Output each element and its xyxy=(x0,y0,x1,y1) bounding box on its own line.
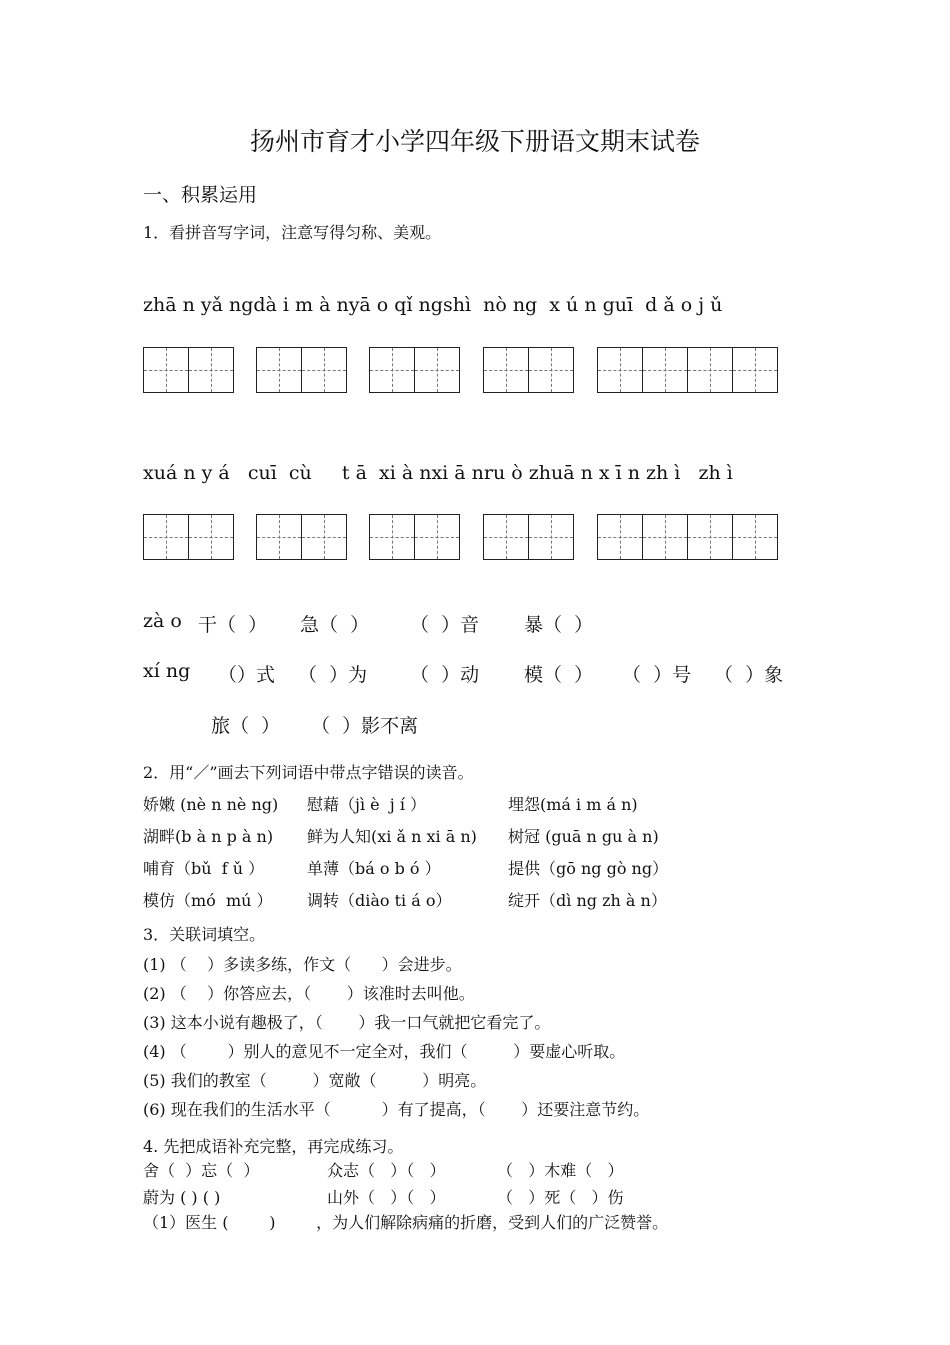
xing-blank[interactable]: （ ）为 xyxy=(298,664,368,686)
xing-blank[interactable]: （ ）号 xyxy=(622,664,692,686)
question-3-prompt: 3．关联词填空。 xyxy=(143,925,266,944)
idiom-item[interactable]: 众志（ ）（ ） xyxy=(327,1161,446,1180)
zao-blank[interactable]: 急（ ） xyxy=(300,614,370,636)
writing-grid-group[interactable] xyxy=(143,514,234,560)
writing-grid-group[interactable] xyxy=(369,514,460,560)
conjunction-item[interactable]: (2) （ ）你答应去，（ ）该准时去叫他。 xyxy=(143,984,475,1003)
writing-grid-group[interactable] xyxy=(256,347,347,393)
idiom-item[interactable]: （ ）死（ ）伤 xyxy=(497,1188,624,1207)
xing-blank[interactable]: 旅（ ） xyxy=(211,715,281,737)
xing-label: xí ng xyxy=(143,660,191,682)
writing-grid-group[interactable] xyxy=(256,514,347,560)
pinyin-line-2: xuá n y á cuī cù t ā xi à nxi ā nru ò zhuā n x ī n zh ì zh ì xyxy=(143,462,733,484)
reading-item[interactable]: 单薄（bá o b ó ） xyxy=(307,859,441,878)
xing-blank[interactable]: （ ）动 xyxy=(410,664,480,686)
xing-blank[interactable]: 模（ ） xyxy=(524,664,594,686)
conjunction-item[interactable]: (6) 现在我们的生活水平（ ）有了提高，（ ）还要注意节约。 xyxy=(143,1100,650,1119)
reading-item[interactable]: 模仿（mó mú ） xyxy=(143,891,273,910)
zao-blank[interactable]: 暴（ ） xyxy=(524,614,594,636)
conjunction-item[interactable]: (5) 我们的教室（ ）宽敞（ ）明亮。 xyxy=(143,1071,487,1090)
writing-grid-group[interactable] xyxy=(483,514,574,560)
zao-blank[interactable]: 干（ ） xyxy=(198,614,268,636)
zao-label: zà o xyxy=(143,610,182,632)
reading-item[interactable]: 鲜为人知(xi ǎ n xi ā n) xyxy=(307,827,477,846)
reading-item[interactable]: 树冠 (guā n gu à n) xyxy=(508,827,659,846)
pinyin-line-1: zhā n yǎ ngdà i m à nyā o qǐ ngshì nò ng x ú n guī d ǎ o j ǔ xyxy=(143,294,723,316)
question-2-prompt: 2．用“／”画去下列词语中带点字错误的读音。 xyxy=(143,763,474,782)
idiom-item[interactable]: 舍（ ）忘（ ） xyxy=(143,1161,260,1180)
question-1-prompt: 1．看拼音写字词，注意写得匀称、美观。 xyxy=(143,223,442,242)
reading-item[interactable]: 慰藉（jì è j í ） xyxy=(307,795,427,814)
conjunction-item[interactable]: (1) （ ）多读多练，作文（ ）会进步。 xyxy=(143,955,462,974)
writing-grid-group[interactable] xyxy=(597,514,778,560)
page-title: 扬州市育才小学四年级下册语文期末试卷 xyxy=(249,127,700,156)
reading-item[interactable]: 绽开（dì ng zh à n） xyxy=(508,891,667,910)
reading-item[interactable]: 娇嫩 (nè n nè ng) xyxy=(143,795,279,814)
idiom-item[interactable]: 蔚为 ( ) ( ) xyxy=(143,1188,221,1207)
writing-grid-group[interactable] xyxy=(597,347,778,393)
writing-grid-group[interactable] xyxy=(483,347,574,393)
xing-blank[interactable]: （ ）象 xyxy=(714,664,784,686)
reading-item[interactable]: 埋怨(má i m á n) xyxy=(508,795,638,814)
idiom-item[interactable]: 山外（ ）（ ） xyxy=(327,1188,446,1207)
xing-blank[interactable]: （ ）影不离 xyxy=(311,715,419,737)
reading-item[interactable]: 提供（gō ng gò ng） xyxy=(508,859,669,878)
writing-grid-group[interactable] xyxy=(369,347,460,393)
reading-item[interactable]: 哺育（bǔ f ǔ ） xyxy=(143,859,265,878)
reading-item[interactable]: 湖畔(b à n p à n) xyxy=(143,827,274,846)
idiom-exercise[interactable]: （1）医生 ( ) ，为人们解除病痛的折磨，受到人们的广泛赞誉。 xyxy=(143,1213,669,1232)
reading-item[interactable]: 调转（diào ti á o） xyxy=(307,891,452,910)
conjunction-item[interactable]: (4) （ ）别人的意见不一定全对，我们（ ）要虚心听取。 xyxy=(143,1042,626,1061)
idiom-item[interactable]: （ ）木难（ ） xyxy=(497,1161,624,1180)
conjunction-item[interactable]: (3) 这本小说有趣极了，（ ）我一口气就把它看完了。 xyxy=(143,1013,551,1032)
writing-grid-group[interactable] xyxy=(143,347,234,393)
xing-blank[interactable]: （）式 xyxy=(218,664,276,686)
section-heading: 一、积累运用 xyxy=(143,184,258,206)
zao-blank[interactable]: （ ）音 xyxy=(410,614,480,636)
question-4-prompt: 4. 先把成语补充完整，再完成练习。 xyxy=(143,1137,404,1156)
